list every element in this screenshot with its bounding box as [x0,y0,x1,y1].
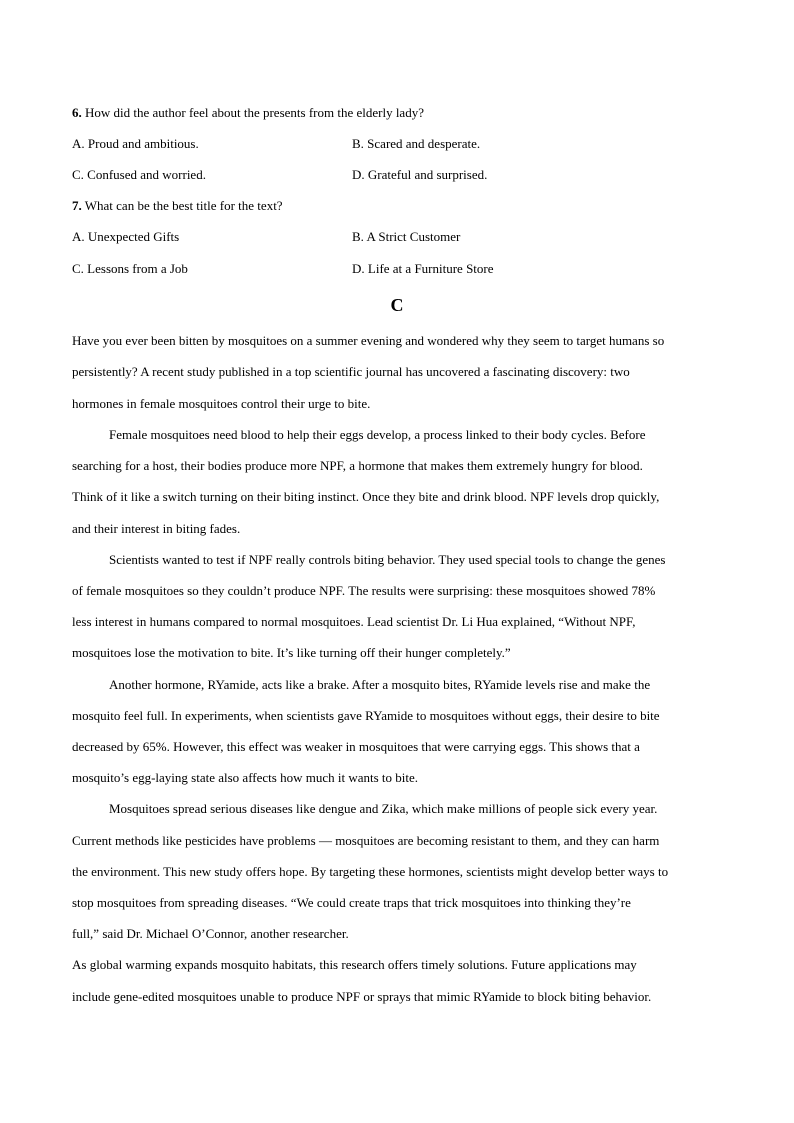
passage-line: mosquito’s egg-laying state also affects how much it wants to bite. [72,770,419,785]
passage-line: mosquitoes lose the motivation to bite. It’s like turning off their hunger completely.” [72,645,511,660]
passage-line: Scientists wanted to test if NPF really controls biting behavior. They used special tools to change the genes [109,552,666,567]
passage-line: full,” said Dr. Michael O’Connor, another researcher. [72,926,349,941]
question-6-option-a: A. Proud and ambitious. [72,136,199,151]
question-7-option-b: B. A Strict Customer [352,229,461,244]
question-7 [72,198,283,214]
passage-line: persistently? A recent study published in a top scientific journal has uncovered a fascinating discovery: two [72,364,630,379]
passage-line: the environment. This new study offers hope. By targeting these hormones, scientists might develop better ways to [72,864,669,879]
passage-line: include gene-edited mosquitoes unable to produce NPF or sprays that mimic RYamide to block biting behavior. [72,989,652,1004]
passage-line: Current methods like pesticides have problems — mosquitoes are becoming resistant to them, and they can harm [72,833,660,848]
question-6-option-b: B. Scared and desperate. [352,136,481,151]
passage-line: searching for a host, their bodies produce more NPF, a hormone that makes them extremely hungry for blood. [72,458,643,473]
question-7-option-a: A. Unexpected Gifts [72,229,180,244]
question-number: 6. [72,105,82,120]
passage-line: Female mosquitoes need blood to help their eggs develop, a process linked to their body cycles. Before [109,427,646,442]
section-heading: C [390,295,404,315]
question-text: What can be the best title for the text? [81,198,283,213]
question-6-option-d: D. Grateful and surprised. [352,167,488,182]
question-7-option-c: C. Lessons from a Job [72,261,188,276]
question-text: How did the author feel about the presents from the elderly lady? [81,105,424,120]
question-6 [72,105,424,121]
passage-line: As global warming expands mosquito habitats, this research offers timely solutions. Future applications may [72,957,637,972]
passage-line: Have you ever been bitten by mosquitoes on a summer evening and wondered why they seem to target humans so [72,333,665,348]
passage-line: Mosquitoes spread serious diseases like dengue and Zika, which make millions of people sick every year. [109,801,658,816]
passage-line: mosquito feel full. In experiments, when scientists gave RYamide to mosquitoes without eggs, their desire to bite [72,708,660,723]
passage-line: Another hormone, RYamide, acts like a brake. After a mosquito bites, RYamide levels rise and make the [109,677,651,692]
passage-line: and their interest in biting fades. [72,521,241,536]
passage-line: less interest in humans compared to normal mosquitoes. Lead scientist Dr. Li Hua explained, “Without NPF, [72,614,636,629]
question-number: 7. [72,198,82,213]
passage-line: stop mosquitoes from spreading diseases. “We could create traps that trick mosquitoes into thinking they’re [72,895,631,910]
passage-line: of female mosquitoes so they couldn’t produce NPF. The results were surprising: these mosquitoes showed 78% [72,583,656,598]
passage-line: Think of it like a switch turning on their biting instinct. Once they bite and drink blood. NPF levels drop quickly, [72,489,660,504]
passage-line: hormones in female mosquitoes control their urge to bite. [72,396,371,411]
question-6-option-c: C. Confused and worried. [72,167,206,182]
question-7-option-d: D. Life at a Furniture Store [352,261,494,276]
passage-line: decreased by 65%. However, this effect was weaker in mosquitoes that were carrying eggs. This shows that a [72,739,640,754]
